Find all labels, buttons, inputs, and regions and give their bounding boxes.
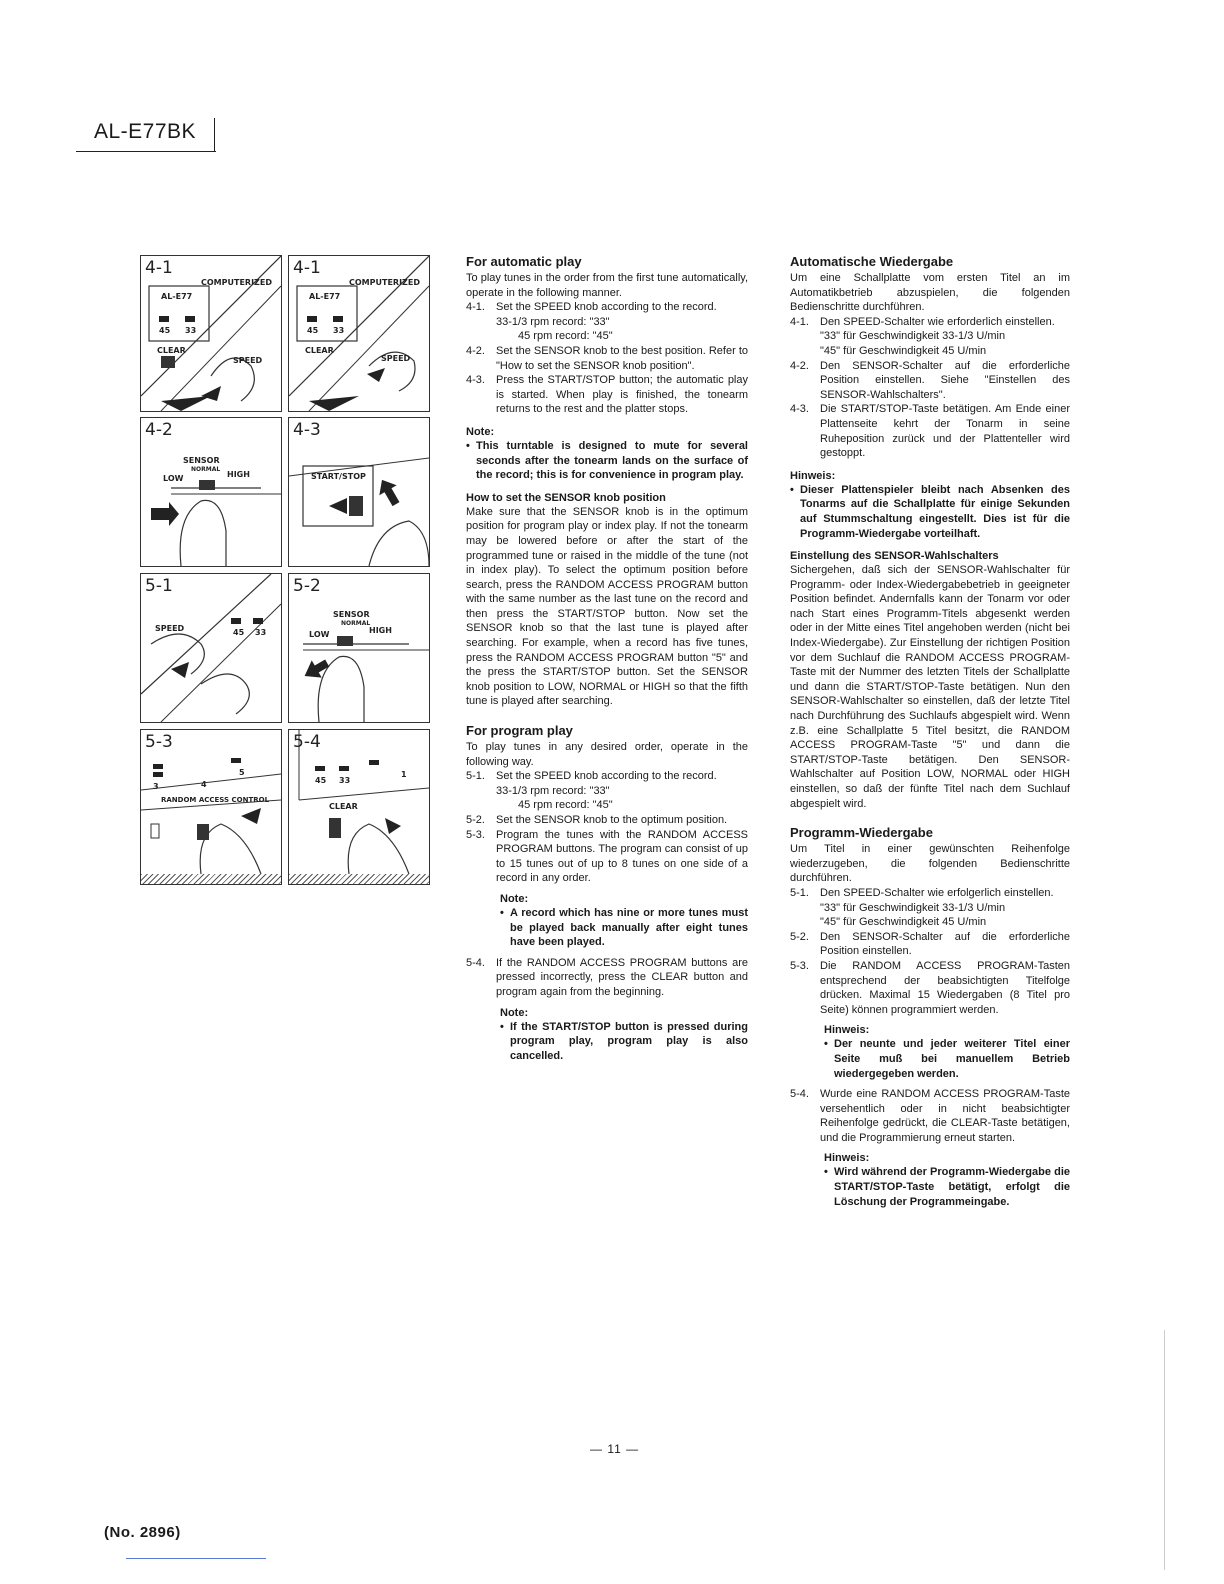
figure-text: 33 — [339, 776, 351, 785]
step-text: Press the START/STOP button; the automatic play is started. When play is finished, the tonearm returns to the rest and the platter stops. — [496, 374, 748, 416]
english-column — [466, 254, 748, 1063]
figure-text: AL-E77 — [161, 292, 193, 301]
step-number: 4-1. — [790, 315, 809, 328]
figure-text: HIGH — [369, 626, 392, 635]
sensor-text: Make sure that the SENSOR knob is in the optimum position for program play or index play. If not the tonearm may be lowered before or after the start of the programmed tune or raised in the middle of the tune (not in index play). To select the optimum position before search, press the RANDOM ACCESS PROGRAM button with the same number as the last tune on the record and then press the START/STOP button. Now set the SENSOR knob so that the last tune is played after searching. For example, when a record has five tunes, press the RANDOM ACCESS PROGRAM button "5" and the press the START/STOP button. Set the SENSOR knob position to LOW, NORMAL or HIGH so that the fifth tune is played after searching. — [466, 505, 748, 708]
step-number: 4-1. — [466, 301, 485, 314]
step-text: Den SENSOR-Schalter auf die erforderliche Position einstellen. — [820, 930, 1070, 958]
step-number: 5-1. — [466, 770, 485, 783]
scan-edge-line — [1164, 1330, 1165, 1570]
figure-text: RANDOM ACCESS CONTROL — [161, 796, 270, 804]
figure-text: LOW — [163, 474, 184, 483]
rpm-33-text-de: "33" für Geschwindigkeit 33-1/3 U/min — [820, 901, 1006, 914]
note-text: If the START/STOP button is pressed during program play, program play is also cancelled. — [510, 1020, 748, 1062]
step-text: Program the tunes with the RANDOM ACCESS PROGRAM buttons. The program can consist of up to 15 tunes out of up to 8 tunes on one side of a record in any order. — [496, 828, 748, 885]
step-number: 5-2. — [466, 814, 485, 826]
program-play-heading: For program play — [466, 723, 573, 739]
step-text: Set the SENSOR knob to the best position. Refer to "How to set the SENSOR knob position". — [496, 344, 748, 372]
figure-text: SPEED — [381, 354, 411, 363]
figure-text: 5 — [239, 768, 245, 777]
note-text: Dieser Plattenspieler bleibt nach Absenken des Tonarms auf die Schallplatte für einige Sekunden auf Stummschaltung eingestellt. Dies ist für die Programm-Wiedergabe vorteilhaft. — [800, 483, 1070, 540]
rpm-45-text: 45 rpm record: "45" — [518, 330, 613, 343]
step-5-2 — [466, 813, 748, 828]
figure-text: AL-E77 — [309, 292, 341, 301]
auto-play-heading-de: Automatische Wiedergabe — [790, 254, 954, 269]
auto-play-heading: For automatic play — [466, 254, 582, 269]
figure-grid — [140, 255, 430, 885]
step-number: 5-3. — [790, 959, 809, 972]
rpm-33-text: 33-1/3 rpm record: "33" — [496, 315, 610, 328]
sensor-knob-illustration — [141, 418, 281, 566]
step-text: Den SENSOR-Schalter auf die erforderliche Position einstellen. Siehe "Einstellen des SENSOR-Wahlschalters". — [820, 359, 1070, 401]
figure-label: 5-3 — [145, 732, 173, 752]
step-5-3-de — [790, 959, 1070, 1017]
document-number: (No. 2896) — [104, 1524, 181, 1541]
random-access-illustration — [141, 730, 281, 884]
footer-rule — [126, 1558, 266, 1559]
figure-text: HIGH — [227, 470, 250, 479]
figure-hatching — [289, 874, 429, 884]
step-4-2-de — [790, 359, 1070, 403]
program-speed-illustration — [141, 574, 281, 722]
step-5-1 — [466, 769, 748, 784]
figure-hatching — [141, 874, 281, 884]
header-rule — [76, 151, 216, 152]
figure-text: 33 — [333, 326, 345, 335]
step-5-2-de — [790, 930, 1070, 959]
figure-text: NORMAL — [341, 620, 371, 627]
figure-5-1 — [140, 573, 282, 723]
sensor-heading-de: Einstellung des SENSOR-Wahlschalters — [790, 550, 999, 563]
note-bullet: • A record which has nine or more tunes must be played back manually after eight tunes have been played. — [500, 906, 748, 949]
step-text: Die RANDOM ACCESS PROGRAM-Tasten entsprechend der beabsichtigten Titelfolge drücken. Maximal 15 Wiedergaben (8 Titel pro Seite) können programmiert werden. — [820, 959, 1070, 1016]
note-heading-de: Hinweis: — [824, 1152, 870, 1165]
page-number: — 11 — — [590, 1442, 640, 1456]
step-text: Wurde eine RANDOM ACCESS PROGRAM-Taste versehentlich oder in nicht beabsichtigter Reihenfolge gedrückt, die CLEAR-Taste betätigen, und die Programmierung erneut starten. — [820, 1088, 1070, 1144]
step-text: Set the SPEED knob according to the record. — [496, 770, 717, 783]
sensor-heading: How to set the SENSOR knob position — [466, 491, 666, 504]
figure-5-4 — [288, 729, 430, 885]
auto-play-intro-de: Um eine Schallplatte vom ersten Titel an im Automatikbetrieb abzuspielen, die folgenden Bedienschritte durchführen. — [790, 272, 1070, 314]
note-heading: Note: — [466, 425, 495, 438]
figure-4-2 — [140, 417, 282, 567]
auto-play-intro: To play tunes in the order from the first tune automatically, operate in the following manner. — [466, 272, 748, 299]
figure-text: 33 — [185, 326, 197, 335]
step-4-1 — [466, 300, 748, 315]
note-text: This turntable is designed to mute for several seconds after the tonearm lands on the surface of the record; this is for convenience in program play. — [476, 439, 748, 482]
note-bullet: • If the START/STOP button is pressed during program play, program play is also cancelled. — [500, 1020, 748, 1062]
note-bullet-de: • Der neunte und jeder weiterer Titel einer Seite muß bei manuellem Betrieb wiedergegeben werden. — [824, 1038, 1070, 1080]
note-heading: Note: — [500, 892, 529, 905]
sensor-knob-illustration — [289, 574, 429, 722]
note-bullet-de: • Wird während der Programm-Wiedergabe die START/STOP-Taste betätigt, erfolgt die Löschung der Programmeingabe. — [824, 1166, 1070, 1208]
rpm-45-text-de: "45" für Geschwindigkeit 45 U/min — [820, 344, 987, 357]
step-5-4 — [466, 956, 748, 1000]
step-text: Den SPEED-Schalter wie erfolgerlich einstellen. — [820, 886, 1054, 899]
rpm-33-text: 33-1/3 rpm record: "33" — [496, 784, 610, 797]
rpm-45-text-de: "45" für Geschwindigkeit 45 U/min — [820, 916, 987, 929]
figure-label: 5-1 — [145, 576, 173, 596]
step-number: 5-4. — [790, 1088, 809, 1101]
note-bullet: • This turntable is designed to mute for several seconds after the tonearm lands on the surface of the record; this is for convenience in program play. — [466, 439, 748, 482]
figure-text: COMPUTERIZED — [349, 278, 420, 287]
note-heading-de: Hinweis: — [790, 469, 836, 482]
model-number: AL-E77BK — [94, 120, 197, 143]
figure-text: START/STOP — [311, 472, 366, 481]
step-number: 4-2. — [466, 344, 485, 357]
figure-text: SENSOR — [183, 456, 220, 465]
step-number: 4-3. — [790, 403, 809, 416]
rpm-33-text-de: "33" für Geschwindigkeit 33-1/3 U/min — [820, 330, 1006, 343]
step-text: Den SPEED-Schalter wie erforderlich einstellen. — [820, 315, 1055, 328]
step-number: 5-1. — [790, 886, 809, 899]
figure-label: 4-3 — [293, 420, 321, 440]
figure-text: SENSOR — [333, 610, 370, 619]
figure-label: 5-4 — [293, 732, 321, 752]
rpm-45-text: 45 rpm record: "45" — [518, 799, 613, 812]
note-bullet-de: • Dieser Plattenspieler bleibt nach Absenken des Tonarms auf die Schallplatte für einige Sekunden auf Stummschaltung eingestellt. Dies ist für die Programm-Wiedergabe vorteilhaft. — [790, 483, 1070, 540]
step-4-2 — [466, 344, 748, 373]
step-number: 4-3. — [466, 374, 485, 387]
step-number: 5-3. — [466, 828, 485, 841]
note-heading: Note: — [500, 1006, 529, 1019]
step-number: 5-2. — [790, 930, 809, 943]
figure-4-1-right — [288, 255, 430, 412]
step-text: Set the SPEED knob according to the record. — [496, 301, 717, 314]
figure-text: SPEED — [155, 624, 185, 633]
figure-text: CLEAR — [157, 346, 186, 355]
figure-label: 4-1 — [145, 258, 173, 278]
step-4-3 — [466, 373, 748, 417]
figure-label: 4-2 — [145, 420, 173, 440]
step-text: Set the SENSOR knob to the optimum position. — [496, 814, 728, 826]
figure-text: CLEAR — [329, 802, 358, 811]
header-divider — [214, 118, 215, 152]
note-heading-de: Hinweis: — [824, 1024, 870, 1037]
figure-4-3 — [288, 417, 430, 567]
figure-text: 33 — [255, 628, 267, 637]
figure-text: 45 — [233, 628, 245, 637]
figure-text: 45 — [307, 326, 319, 335]
step-text: Die START/STOP-Taste betätigen. Am Ende einer Plattenseite kehrt der Tonarm in seine Ruheposition zurück und der Plattenteller wird gestoppt. — [820, 403, 1070, 460]
note-text: Der neunte und jeder weiterer Titel einer Seite muß bei manuellem Betrieb wiedergegeben werden. — [834, 1038, 1070, 1080]
program-play-intro-de: Um Titel in einer gewünschten Reihenfolge wiederzugeben, die folgenden Bedienschritte durchführen. — [790, 843, 1070, 885]
program-play-intro: To play tunes in any desired order, operate in the following way. — [466, 741, 748, 768]
start-stop-illustration — [289, 418, 429, 566]
sensor-text-de: Sichergehen, daß sich der SENSOR-Wahlschalter für Programm- oder Index-Wiedergabebetrieb in geeigneter Position befindet. Andernfalls kann der Tonarm vor oder nach Start eines Programm-Titels abgesenkt werden oder in der Mitte eines Titel angehoben werden (nicht bei Index-Wiedergabe). Zur Einstellung der richtigen Position vor dem Suchlauf die RANDOM ACCESS PROGRAM-Taste mit der Nummer des letzten Titels der Schallplatte und dann die START/STOP-Taste betätigen. Nun den SENSOR-Wahlschalter so einstellen, daß der letzte Titel nach Durchführung des Suchlaufs abgespielt wird. Wenn z.B. eine Schallplatte 5 Titel besitzt, die RANDOM ACCESS PROGRAM-Taste "5" und dann die START/STOP-Taste betätigen. Den SENSOR-Wahlschalter auf Position LOW, NORMAL oder HIGH einstellen, so daß der fünfte Titel nach dem Suchlauf abgespielt wird. — [790, 564, 1070, 810]
program-play-heading-de: Programm-Wiedergabe — [790, 825, 933, 841]
figure-text: 45 — [159, 326, 171, 335]
figure-text: 3 — [153, 782, 159, 791]
clear-button-illustration — [289, 730, 429, 884]
step-number: 5-4. — [466, 956, 485, 969]
figure-text: 4 — [201, 780, 207, 789]
step-5-4-de — [790, 1087, 1070, 1145]
step-4-3-de — [790, 402, 1070, 460]
figure-text: LOW — [309, 630, 330, 639]
step-5-1-de — [790, 886, 1070, 901]
figure-text: 1 — [401, 770, 407, 779]
figure-label: 5-2 — [293, 576, 321, 596]
figure-text: CLEAR — [305, 346, 334, 355]
figure-text: SPEED — [233, 356, 263, 365]
step-4-1-de — [790, 315, 1070, 330]
figure-text: 45 — [315, 776, 327, 785]
note-text: A record which has nine or more tunes must be played back manually after eight tunes have been played. — [510, 906, 748, 949]
figure-text: NORMAL — [191, 466, 221, 473]
step-5-3 — [466, 828, 748, 886]
step-number: 4-2. — [790, 359, 809, 372]
note-text: Wird während der Programm-Wiedergabe die START/STOP-Taste betätigt, erfolgt die Löschung der Programmeingabe. — [834, 1166, 1070, 1208]
figure-text: COMPUTERIZED — [201, 278, 272, 287]
figure-5-2 — [288, 573, 430, 723]
step-text: If the RANDOM ACCESS PROGRAM buttons are pressed incorrectly, press the CLEAR button and program again from the beginning. — [496, 956, 748, 998]
figure-label: 4-1 — [293, 258, 321, 278]
german-column — [790, 254, 1070, 1209]
figure-4-1-left — [140, 255, 282, 412]
figure-5-3 — [140, 729, 282, 885]
